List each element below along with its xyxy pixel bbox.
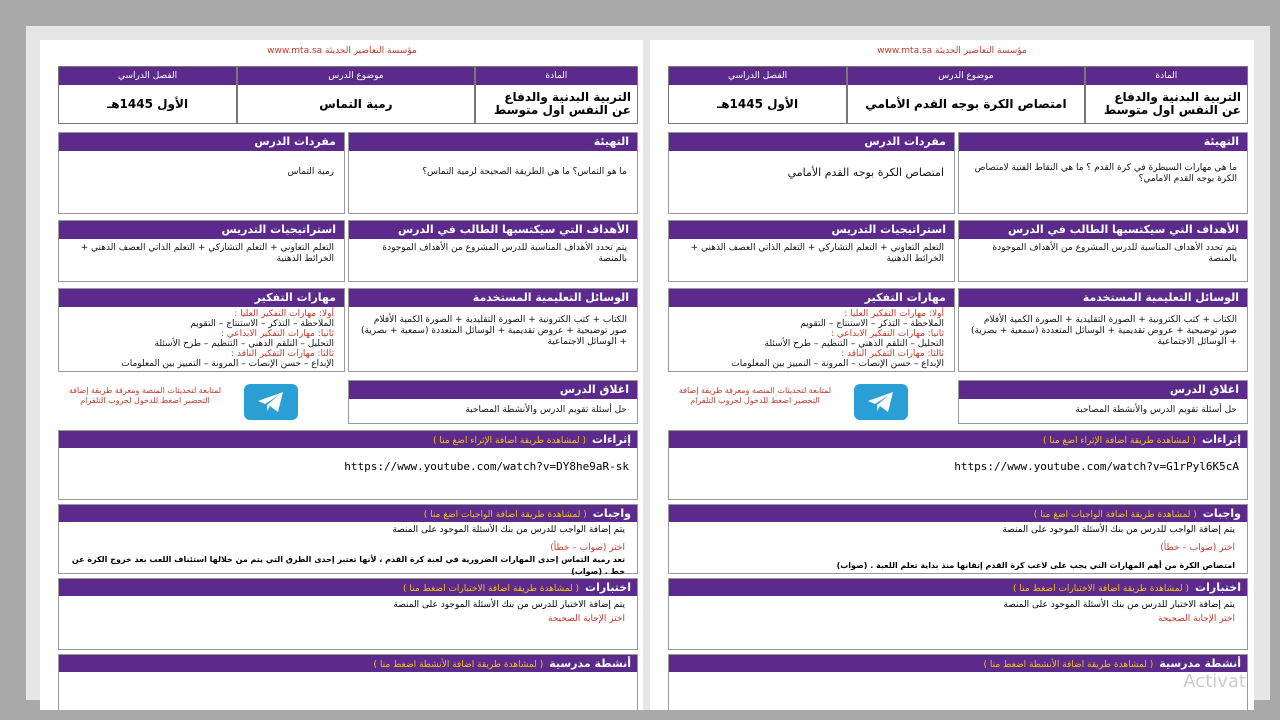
- aids-box: [958, 288, 1248, 372]
- closing-box: [348, 380, 638, 424]
- closing-text: حل أسئلة تقويم الدرس والأنشطة المصاحبة: [465, 405, 627, 415]
- thinking-line: التحليل – التلقم الذهني – التنظيم – طرح الأسئلة: [764, 339, 944, 349]
- thinking-line: الملاحظة – التذكر – الاستنتاج – التقويم: [800, 319, 944, 329]
- site-header[interactable]: www.mta.sa مؤسسة التعاضير الحديثة: [267, 46, 417, 56]
- warmup-text: ما هو التماس؟ ما هي الطريقة الصحيحة لرمية التماس؟: [422, 167, 627, 177]
- strategies-text: التعلم التعاوني + التعلم التشاركي + التعلم الذاتي العصف الذهني + الخرائط الذهنية: [80, 243, 334, 264]
- goals-box: [348, 220, 638, 282]
- goals-text: يتم تحدد الأهداف المناسبة للدرس المشروع من الأهداف الموجودة بالمنصة: [382, 243, 627, 264]
- activities-heading: [669, 655, 1247, 672]
- warmup-box: [348, 132, 638, 214]
- image-frame: [8, 8, 1272, 712]
- enrichment-heading: [669, 431, 1247, 448]
- telegram-icon: [866, 390, 896, 414]
- strategies-heading: استراتيجيات التدريس: [59, 221, 344, 239]
- topic-value: امتصاص الكرة بوجه القدم الأمامي: [865, 96, 1067, 111]
- homework-question: امتصاص الكرة من أهم المهارات التي يجب على لاعب كرة القدم إتقانها منذ بداية تعلم اللعبة . (صواب): [836, 561, 1235, 570]
- homework-how-to-link[interactable]: ( لمشاهدة طريقة اضافة الواجبات اضغ منا ): [1033, 510, 1197, 520]
- enrichment-how-to-link[interactable]: ( لمشاهدة طريقة اضافة الإثراء اضغ منا ): [1043, 436, 1197, 446]
- goals-box: [958, 220, 1248, 282]
- enrichment-url[interactable]: https://www.youtube.com/watch?v=G1rPyl6K5cA: [954, 460, 1239, 473]
- homework-question: تعد رمية التماس إحدى المهارات الضرورية في لعبة كرة القدم ، لأنها تعتبر إحدى الطرق التي يتم من خلالها استئناف اللعب بعد خروج الكرة عن خط . (صواب): [71, 555, 625, 576]
- topic-cell: [237, 66, 475, 124]
- homework-heading: [669, 505, 1247, 522]
- aids-box: [348, 288, 638, 372]
- telegram-link[interactable]: [244, 384, 298, 420]
- tests-how-to-link[interactable]: ( لمشاهدة طريقة اضافة الاختبارات اضغط منا ): [1013, 584, 1190, 594]
- enrichment-section: [58, 430, 638, 500]
- warmup-heading: التهيئة: [959, 133, 1247, 151]
- thinking-box: [668, 288, 955, 372]
- subject-label: المادة: [476, 67, 637, 85]
- enrichment-heading: [59, 431, 637, 448]
- homework-heading: [59, 505, 637, 522]
- subject-cell: [475, 66, 638, 124]
- enrichment-section: [668, 430, 1248, 500]
- thinking-line: ثانيا: مهارات التفكير الابداعي :: [220, 329, 334, 339]
- enrichment-url[interactable]: https://www.youtube.com/watch?v=DY8he9aR-sk: [344, 460, 629, 473]
- homework-section: [58, 504, 638, 574]
- header-table: [668, 66, 1248, 124]
- term-value: الأول 1445هـ: [107, 96, 189, 111]
- thinking-line: أولا: مهارات التفكير العليا :: [234, 309, 334, 319]
- term-value: الأول 1445هـ: [717, 96, 799, 111]
- subject-value: التربية البدنية والدفاع عن النفس اول متوسط: [1103, 90, 1241, 117]
- activities-section: [58, 654, 638, 710]
- vocab-box: [668, 132, 955, 214]
- activate-watermark: Activat: [1183, 671, 1246, 692]
- site-header[interactable]: www.mta.sa مؤسسة التعاضير الحديثة: [877, 46, 1027, 56]
- thinking-text: [59, 307, 344, 373]
- homework-how-to-link[interactable]: ( لمشاهدة طريقة اضافة الواجبات اضغ منا ): [423, 510, 587, 520]
- tests-heading: [59, 579, 637, 596]
- lesson-page-left: [40, 40, 644, 710]
- document-viewer: [26, 26, 1270, 700]
- tests-how-to-link[interactable]: ( لمشاهدة طريقة اضافة الاختبارات اضغط منا ): [403, 584, 580, 594]
- topic-label: موضوع الدرس: [848, 67, 1084, 85]
- header-table: [58, 66, 638, 124]
- tests-title: اختبارات: [1195, 581, 1241, 594]
- closing-text: حل أسئلة تقويم الدرس والأنشطة المصاحبة: [1075, 405, 1237, 415]
- thinking-line: أولا: مهارات التفكير العليا :: [844, 309, 944, 319]
- vocab-heading: مفردات الدرس: [669, 133, 954, 151]
- telegram-link[interactable]: [854, 384, 908, 420]
- activities-title: أنشطة مدرسية: [1159, 657, 1241, 670]
- homework-body: [59, 522, 637, 582]
- tests-title: اختبارات: [585, 581, 631, 594]
- thinking-line: الإبداع – حسن الإنصات – المرونة – التمييز بين المعلومات: [731, 359, 944, 369]
- topic-cell: [847, 66, 1085, 124]
- tests-body: [59, 596, 637, 630]
- strategies-box: [668, 220, 955, 282]
- term-label: الفصل الدراسي: [59, 67, 236, 85]
- vocab-text: رمية التماس: [287, 167, 334, 177]
- aids-heading: الوسائل التعليمية المستخدمة: [349, 289, 637, 307]
- thinking-heading: مهارات التفكير: [59, 289, 344, 307]
- activities-how-to-link[interactable]: ( لمشاهدة طريقة اضافة الأنشطة اضغط منا ): [983, 660, 1154, 670]
- warmup-box: [958, 132, 1248, 214]
- tests-section: [58, 578, 638, 650]
- subject-value: التربية البدنية والدفاع عن النفس اول متوسط: [493, 90, 631, 117]
- tests-line: يتم إضافة الاختبار للدرس من بنك الأسئلة الموجود على المنصة: [393, 600, 625, 610]
- thinking-line: الملاحظة – التذكر – الاستنتاج – التقويم: [190, 319, 334, 329]
- tests-section: [668, 578, 1248, 650]
- enrichment-title: إثراءات: [592, 433, 631, 446]
- thinking-line: ثانيا: مهارات التفكير الابداعي :: [830, 329, 944, 339]
- term-cell: [58, 66, 237, 124]
- thinking-box: [58, 288, 345, 372]
- strategies-box: [58, 220, 345, 282]
- tests-answer-type: اختر الإجابة الصحيحة: [548, 614, 625, 624]
- homework-line: يتم إضافة الواجب للدرس من بنك الأسئلة الموجود على المنصة: [1002, 525, 1235, 535]
- closing-heading: اغلاق الدرس: [349, 381, 637, 399]
- enrichment-title: إثراءات: [1202, 433, 1241, 446]
- thinking-heading: مهارات التفكير: [669, 289, 954, 307]
- term-label: الفصل الدراسي: [669, 67, 846, 85]
- homework-line: يتم إضافة الواجب للدرس من بنك الأسئلة الموجود على المنصة: [392, 525, 625, 535]
- homework-question-type: اختر (صواب – خطأ): [1160, 543, 1235, 553]
- lesson-page-right: [650, 40, 1254, 710]
- tests-answer-type: اختر الإجابة الصحيحة: [1158, 614, 1235, 624]
- closing-box: [958, 380, 1248, 424]
- strategies-text: التعلم التعاوني + التعلم التشاركي + التعلم الذاتي العصف الذهني + الخرائط الذهنية: [690, 243, 944, 264]
- term-cell: [668, 66, 847, 124]
- tests-heading: [669, 579, 1247, 596]
- activities-heading: [59, 655, 637, 672]
- homework-question-type: اختر (صواب – خطأ): [550, 543, 625, 553]
- tests-line: يتم إضافة الاختبار للدرس من بنك الأسئلة الموجود على المنصة: [1003, 600, 1235, 610]
- homework-title: واجبات: [1202, 507, 1241, 520]
- topic-value: رمية التماس: [319, 96, 393, 111]
- enrichment-how-to-link[interactable]: ( لمشاهدة طريقة اضافة الإثراء اضغ منا ): [433, 436, 587, 446]
- homework-section: [668, 504, 1248, 574]
- thinking-line: التحليل – التلقم الذهني – التنظيم – طرح الأسئلة: [154, 339, 334, 349]
- vocab-box: [58, 132, 345, 214]
- telegram-caption[interactable]: لمتابعة لتحديثات المنصة ومعرفة طريقة إضافة التحضير اضغط للدخول لجروب التلقرام: [678, 386, 832, 405]
- vocab-text: امتصاص الكرة بوجه القدم الأمامي: [787, 166, 944, 179]
- warmup-text: ما هي مهارات السيطرة في كرة القدم ؟ ما هي النقاط الفنية لامتصاص الكرة بوجه القدم الامامي؟: [974, 163, 1237, 184]
- goals-heading: الأهداف التي سيكتسبها الطالب في الدرس: [959, 221, 1247, 239]
- activities-section: [668, 654, 1248, 710]
- goals-heading: الأهداف التي سيكتسبها الطالب في الدرس: [349, 221, 637, 239]
- vocab-heading: مفردات الدرس: [59, 133, 344, 151]
- telegram-icon: [256, 390, 286, 414]
- closing-heading: اغلاق الدرس: [959, 381, 1247, 399]
- homework-title: واجبات: [592, 507, 631, 520]
- thinking-line: ثالثا: مهارات التفكير الناقد :: [231, 349, 334, 359]
- aids-heading: الوسائل التعليمية المستخدمة: [959, 289, 1247, 307]
- strategies-heading: استراتيجيات التدريس: [669, 221, 954, 239]
- aids-text: الكتاب + كتب الكترونية + الصورة التقليدية + الصورة الكمية الأفلام صور توضيحية + عروض تقديمية + الوسائل المتعددة (سمعية + بصرية) + الوسائل الاجتماعية: [360, 315, 627, 347]
- tests-body: [669, 596, 1247, 630]
- activities-title: أنشطة مدرسية: [549, 657, 631, 670]
- page-divider: [643, 40, 650, 710]
- subject-cell: [1085, 66, 1248, 124]
- thinking-line: ثالثا: مهارات التفكير الناقد :: [841, 349, 944, 359]
- activities-how-to-link[interactable]: ( لمشاهدة طريقة اضافة الأنشطة اضغط منا ): [373, 660, 544, 670]
- telegram-caption[interactable]: لمتابعة لتحديثات المنصة ومعرفة طريقة إضافة التحضير اضغط للدخول لجروب التلقرام: [68, 386, 222, 405]
- warmup-heading: التهيئة: [349, 133, 637, 151]
- subject-label: المادة: [1086, 67, 1247, 85]
- thinking-text: [669, 307, 954, 373]
- homework-body: [669, 522, 1247, 576]
- aids-text: الكتاب + كتب الكترونية + الصورة التقليدية + الصورة الكمية الأفلام صور توضيحية + عروض تقديمية + الوسائل المتعددة (سمعية + بصرية) + الوسائل الاجتماعية: [970, 315, 1237, 347]
- topic-label: موضوع الدرس: [238, 67, 474, 85]
- goals-text: يتم تحدد الأهداف المناسبة للدرس المشروع من الأهداف الموجودة بالمنصة: [992, 243, 1237, 264]
- thinking-line: الإبداع – حسن الإنصات – المرونة – التمييز بين المعلومات: [121, 359, 334, 369]
